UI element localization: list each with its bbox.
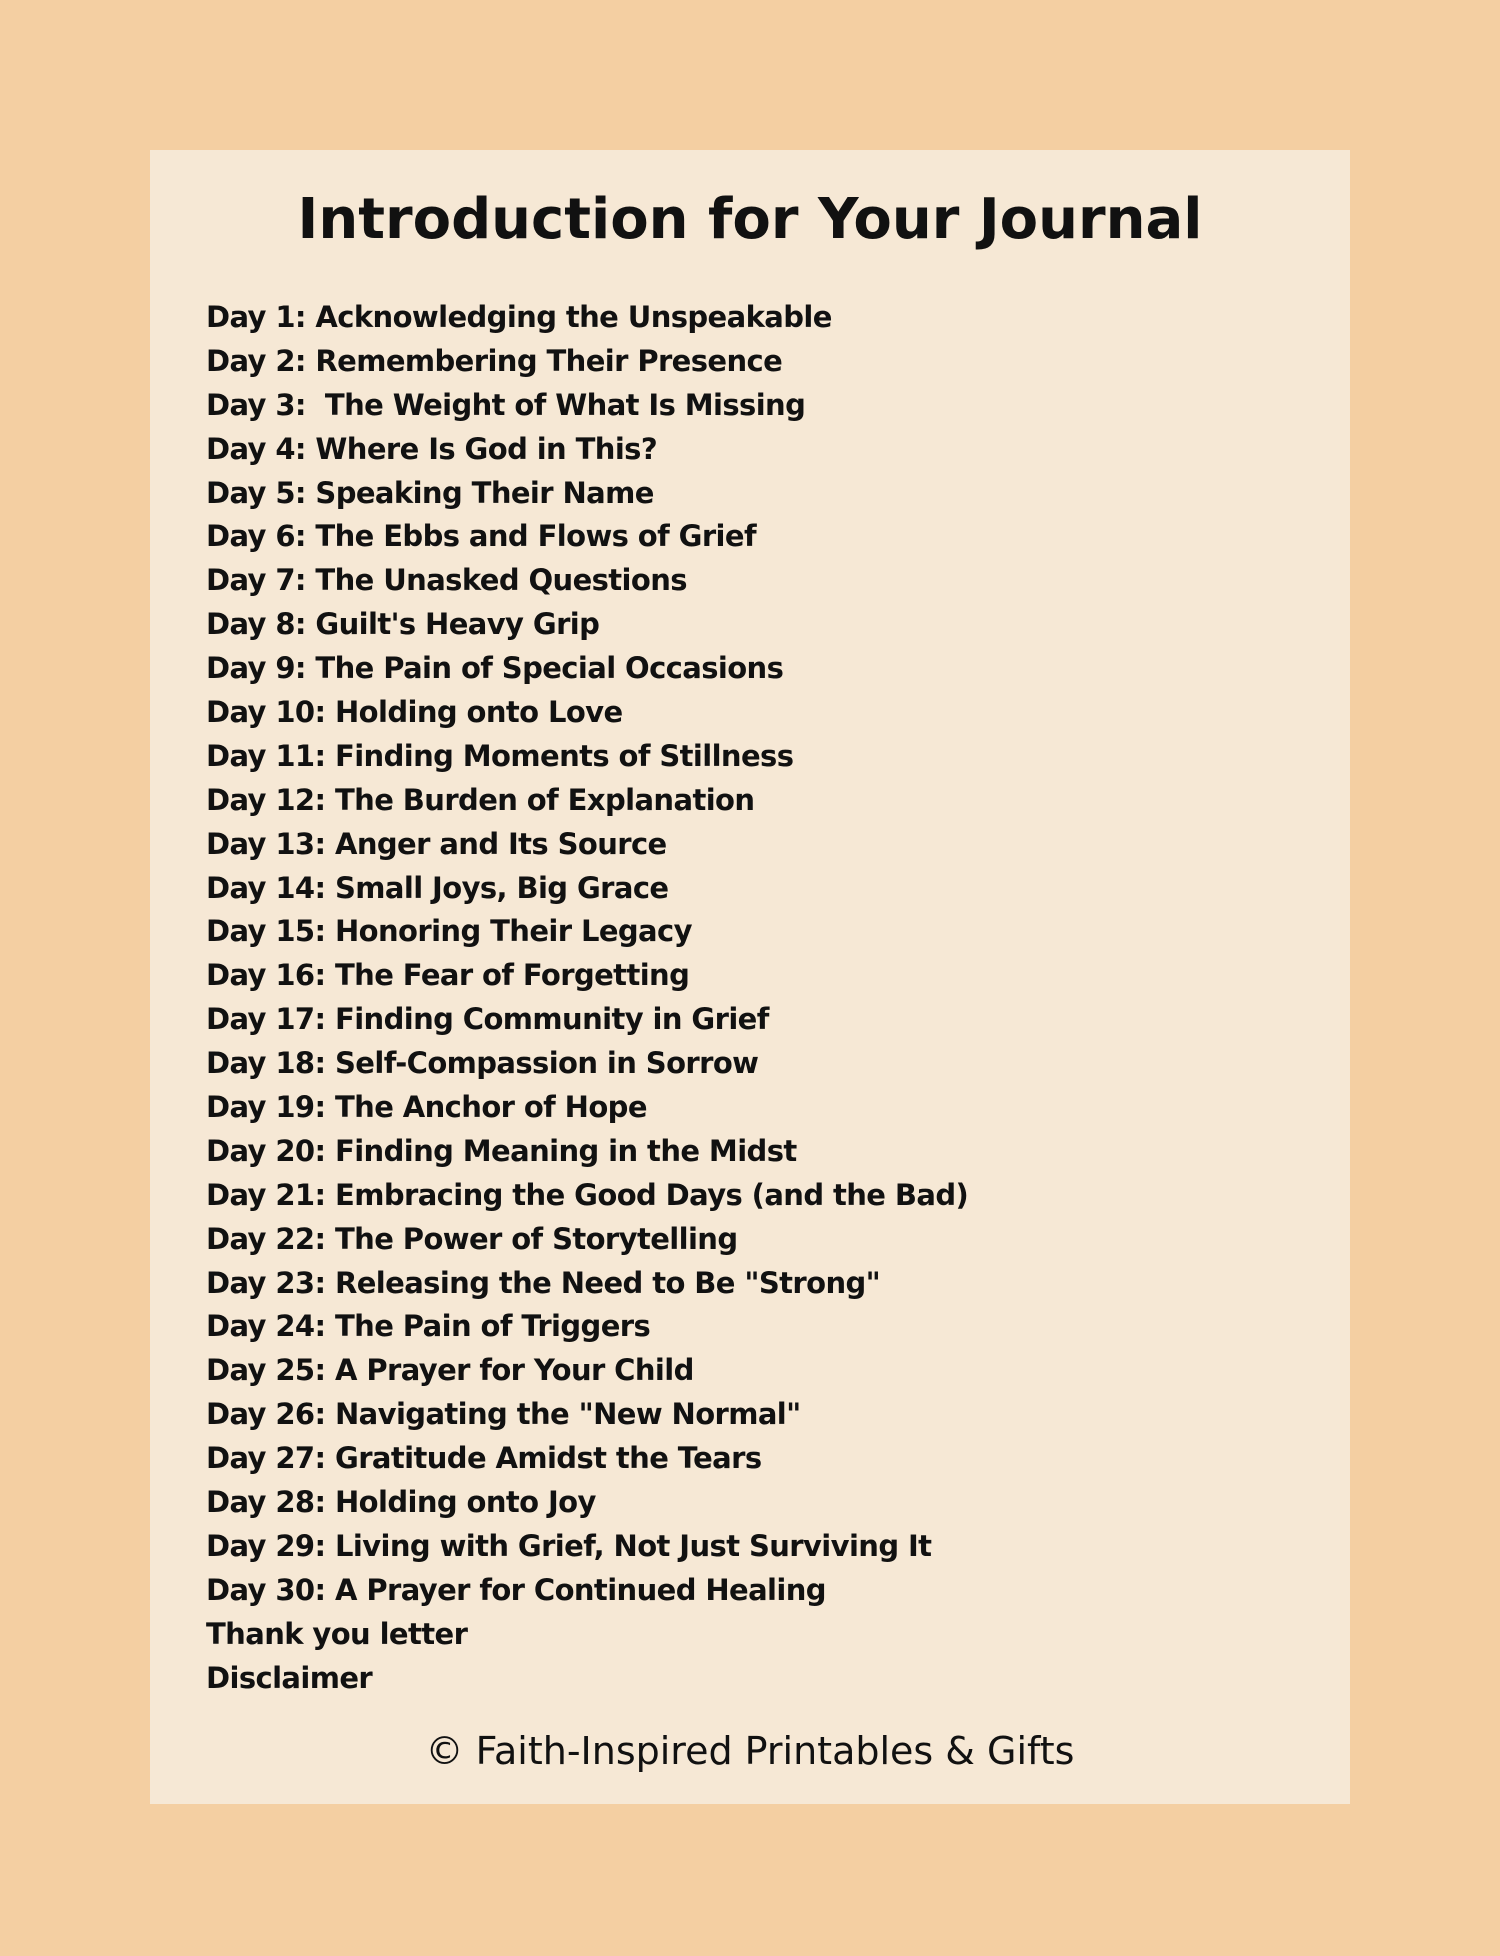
- toc-item: Day 7: The Unasked Questions: [206, 563, 687, 598]
- toc-item: Day 11: Finding Moments of Stillness: [206, 738, 794, 773]
- toc-item: Day 1: Acknowledging the Unspeakable: [206, 300, 832, 334]
- page-title: Introduction for Your Journal: [297, 187, 1203, 252]
- toc-item: Day 28: Holding onto Joy: [206, 1485, 596, 1520]
- toc-item: Day 10: Holding onto Love: [206, 695, 623, 730]
- content-panel: [150, 150, 1350, 1804]
- toc-item: Day 18: Self-Compassion in Sorrow: [206, 1046, 759, 1081]
- toc-item: Day 4: Where Is God in This?: [206, 431, 658, 466]
- toc-item: Day 6: The Ebbs and Flows of Grief: [206, 519, 756, 554]
- toc-item: Day 12: The Burden of Explanation: [206, 782, 755, 817]
- toc-item: Day 19: The Anchor of Hope: [206, 1090, 647, 1125]
- toc-item: Day 2: Remembering Their Presence: [206, 343, 783, 378]
- toc-item: Day 21: Embracing the Good Days (and the Bad): [206, 1177, 969, 1212]
- toc-item: Day 25: A Prayer for Your Child: [206, 1353, 694, 1388]
- toc-item: Day 8: Guilt's Heavy Grip: [206, 607, 600, 642]
- toc-item: Day 27: Gratitude Amidst the Tears: [206, 1441, 762, 1476]
- toc-item: Day 17: Finding Community in Grief: [206, 1002, 769, 1037]
- copyright-footer: © Faith-Inspired Printables & Gifts: [425, 1729, 1075, 1773]
- toc-item: Day 5: Speaking Their Name: [206, 475, 654, 510]
- toc-item: Day 13: Anger and Its Source: [206, 826, 667, 861]
- toc-item: Day 16: The Fear of Forgetting: [206, 958, 690, 993]
- toc-item: Day 3: The Weight of What Is Missing: [206, 387, 806, 422]
- toc-item: Day 26: Navigating the "New Normal": [206, 1397, 801, 1432]
- toc-item: Day 30: A Prayer for Continued Healing: [206, 1572, 826, 1607]
- toc-item: Day 9: The Pain of Special Occasions: [206, 651, 784, 686]
- toc-item: Disclaimer: [206, 1660, 373, 1695]
- toc-item: Day 15: Honoring Their Legacy: [206, 914, 692, 949]
- table-of-contents: [206, 296, 968, 1701]
- toc-item: Day 24: The Pain of Triggers: [206, 1309, 651, 1344]
- toc-item: Day 14: Small Joys, Big Grace: [206, 870, 669, 905]
- toc-item: Day 23: Releasing the Need to Be "Strong": [206, 1265, 881, 1300]
- toc-item: Day 20: Finding Meaning in the Midst: [206, 1133, 797, 1168]
- toc-item: Day 29: Living with Grief, Not Just Surviving It: [206, 1528, 932, 1563]
- toc-item: Day 22: The Power of Storytelling: [206, 1221, 738, 1256]
- toc-item: Thank you letter: [206, 1616, 468, 1651]
